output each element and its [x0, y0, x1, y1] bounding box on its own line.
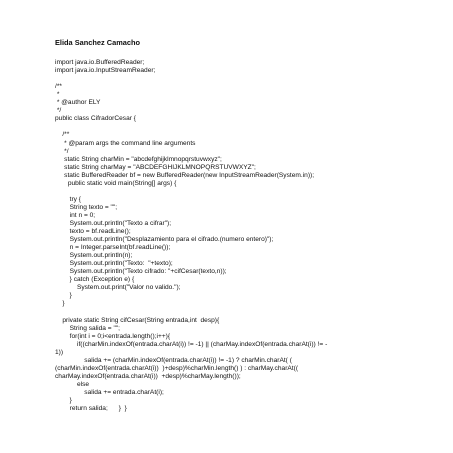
code-line: int n = 0;	[55, 211, 96, 219]
code-line: }	[55, 397, 72, 405]
code-line: (charMin.indexOf(entrada.charAt(i)) )+desp)%charMin.length() ) : charMay.charAt((	[55, 364, 299, 372]
code-line	[55, 75, 425, 83]
author-heading: Elida Sanchez Camacho	[55, 38, 141, 47]
code-line: charMay.indexOf(entrada.charAt(i)) +desp)%charMay.length());	[55, 372, 241, 380]
code-line: /**	[55, 131, 70, 139]
code-line: return salida; } }	[55, 405, 127, 413]
code-line: String salida = "";	[55, 324, 120, 332]
code-line: static String charMay = "ABCDEFGHIJKLMNOPQRSTUVWXYZ";	[55, 163, 256, 171]
code-line: 1))	[55, 348, 64, 356]
code-line: */	[55, 107, 62, 115]
code-line: System.out.print("Valor no valido.");	[55, 284, 181, 292]
code-line: public static void main(String[] args) {	[55, 179, 177, 187]
code-line: String texto = "";	[55, 203, 118, 211]
code-line: System.out.println("Texto cifrado: "+cifCesar(texto,n));	[55, 268, 227, 276]
code-line: *	[55, 91, 60, 99]
code-line: /**	[55, 83, 62, 91]
code-line: salida += entrada.charAt(i);	[55, 388, 164, 396]
code-line: try {	[55, 195, 82, 203]
code-line: System.out.println(n);	[55, 252, 133, 260]
code-line: System.out.println("Desplazamiento para el cifrado.(numero entero)");	[55, 236, 274, 244]
code-line	[55, 51, 425, 59]
code-line: } catch (Exception e) {	[55, 276, 135, 284]
code-listing	[55, 51, 425, 413]
code-line: for(int i = 0;i<entrada.length();i++){	[55, 332, 171, 340]
code-line: }	[55, 292, 72, 300]
code-line: texto = bf.readLine();	[55, 228, 131, 236]
code-line: private static String cifCesar(String entrada,int desp){	[55, 316, 220, 324]
code-line: static String charMin = "abcdefghijklmnopqrstuvwxyz";	[55, 155, 222, 163]
code-line: if((charMin.indexOf(entrada.charAt(i)) != -1) || (charMay.indexOf(entrada.charAt(i)) != -	[55, 340, 328, 348]
code-line: }	[55, 300, 65, 308]
code-line: n = Integer.parseInt(bf.readLine());	[55, 244, 171, 252]
code-line: System.out.println("Texto a cifrar");	[55, 219, 172, 227]
code-line	[55, 123, 425, 131]
code-line: public class CifradorCesar {	[55, 115, 136, 123]
code-line: System.out.println("Texto: "+texto);	[55, 260, 173, 268]
code-line: import java.io.InputStreamReader;	[55, 67, 156, 75]
code-line	[55, 309, 425, 317]
code-line	[55, 188, 425, 196]
code-line: else	[55, 380, 90, 388]
code-line: static BufferedReader bf = new BufferedReader(new InputStreamReader(System.in));	[55, 171, 315, 179]
code-line: * @param args the command line arguments	[55, 139, 196, 147]
code-line: import java.io.BufferedReader;	[55, 59, 145, 67]
code-line: salida += (charMin.indexOf(entrada.charAt(i)) != -1) ? charMin.charAt( (	[55, 356, 292, 364]
code-line: * @author ELY	[55, 99, 101, 107]
code-line: */	[55, 147, 69, 155]
